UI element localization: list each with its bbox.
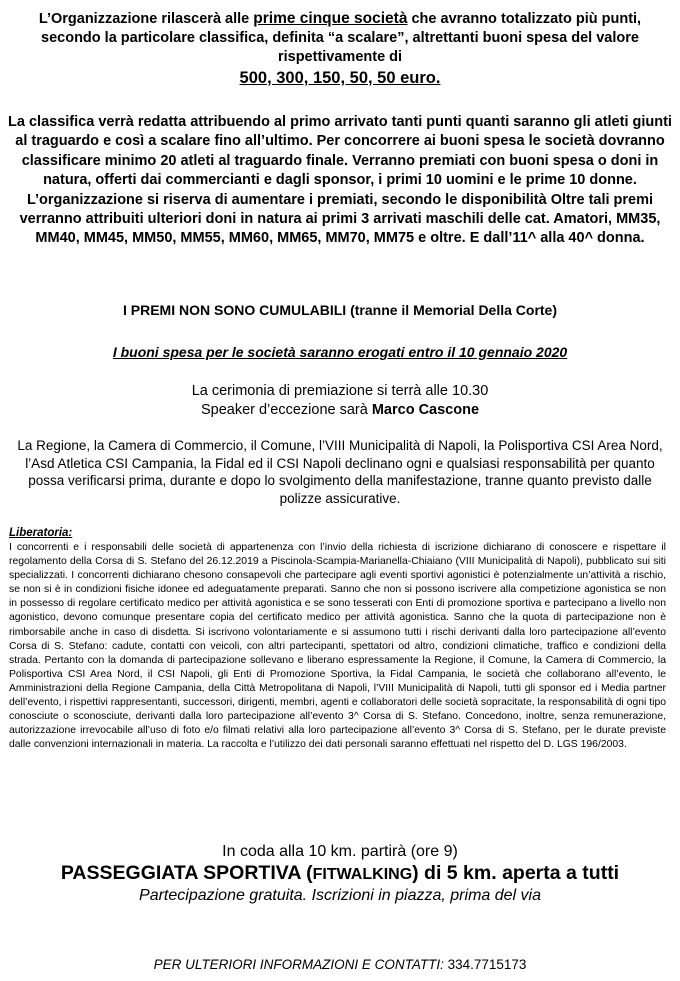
prizes-detail-text: che avranno totalizzato più punti, secondo la particolare classifica, definita “a scalare”, altrettanti buoni spesa del valore rispettivamente di <box>41 11 642 65</box>
walk-title-part1: PASSEGGIATA SPORTIVA ( <box>60 862 313 884</box>
disclaimer-paragraph: La Regione, la Camera di Commercio, il Comune, l’VIII Municipalità di Napoli, la Polisportiva CSI Area Nord, l’Asd Atletica CSI Campania, la Fidal ed il CSI Napoli declinano ogni e qualsiasi responsabilità per quanto possa verificarsi prima, durante e dopo lo svolgimento della manifestazione, tranne quanto previsto dalle polizze assicurative. <box>17 438 663 507</box>
contacts-line <box>10 957 670 972</box>
ranking-text-c: con buoni spesa o doni in natura, offerti dai commercianti e dagli sponsor, i <box>43 152 659 189</box>
extra-prizes-text: L’organizzazione si riserva di aumentare i premiati, secondo le disponibilità Oltre tali premi verranno attribuiti ulteriori doni in natura ai primi 3 arrivati maschili delle cat. Amatori, MM35, MM40, MM45, MM50, MM55, MM60, MM65, MM70, MM75 e oltre. E dall’11^ alla 40^ donna. <box>19 191 661 247</box>
contacts-label: PER ULTERIORI INFORMAZIONI E CONTATTI: <box>153 957 444 972</box>
liberatoria-title: Liberatoria: <box>9 527 73 539</box>
ceremony-time-text: La cerimonia di premiazione si terrà alle 10.30 <box>191 383 489 399</box>
prize-amounts: 500, 300, 150, 50, 50 euro. <box>239 69 441 87</box>
top-ten-text: primi 10 uomini e le prime 10 donne <box>386 172 633 189</box>
ranking-paragraph <box>8 113 672 249</box>
minimum-athletes-text: minimo 20 atleti <box>104 152 215 169</box>
walk-participation-line: Partecipazione gratuita. Iscrizioni in piazza, prima del via <box>139 887 541 904</box>
prizes-societies-paragraph <box>10 9 670 89</box>
liberatoria-body: I concorrenti e i responsabili delle società di appartenenza con l’invio della richiesta di iscrizione dichiarano di conoscere e rispettare il regolamento della Corsa di S. Stefano del 26.12.2019 a Piscinola-Scampia-Marianella-Chiaiano (VIII Municipalità di Napoli), pubblicato sui siti specializzati. I concorrenti dichiarano chesono consapevoli che partecipare agli eventi sportivi agonistici è potenzialmente un’attività a rischio, se non si è in condizioni fisiche idonee ed adeguatamente preparati. Sanno che non si possono iscrivere alla competizione agonistica se non in possesso di regolare certificato medico per attività agonistica e se sono tesserati con Enti di promozione sportiva e partecipano a livello non agonistico, devono comunque presentare copia del certificato medico per attività agonistica. Sanno che la quota di partecipazione non è rimborsabile anche in caso di disdetta. Si iscrivono volontariamente e si assumono tutti i rischi derivanti dalla loro partecipazione all’evento Corsa di S. Stefano: cadute, contatti con veicoli, con altri partecipanti, spettatori od altro, condizioni climatiche, traffico e condizioni della strada. Pertanto con la domanda di partecipazione sollevano e liberano espressamente la Regione, il Comune, la Camera di Commercio, la Polisportiva CSI Area Nord, il CSI Napoli, gli Enti di Promozione Sportiva, la Fidal Campania, le società che collaborano all’evento, le Amministrazioni della Regione Campania, della Città Metropolitana di Napoli, l’VIII Municipalità di Napoli, tutti gli sponsor ed i Media partner dell’evento, i rispettivi rappresentanti, successori, dirigenti, membri, agenti e collaboratori delle società sopracitate, la responsabilità di ogni tipo conosciute o sconosciute, derivanti dalla loro partecipazione all’evento 3^ Corsa di S. Stefano. Concedono, inoltre, senza remunerazione, autorizzazione irrevocabile all’uso di foto e/o filmati relativi alla loro partecipazione all’evento 3^ Corsa di S. Stefano, per le durate previste dalle convenzioni internazionali in materia. La raccolta e l’utilizzo dei dati personali saranno effettuati nel rispetto del D. LGS 196/2003. <box>9 542 666 751</box>
vouchers-deadline-notice: I buoni spesa per le società saranno erogati entro il 10 gennaio 2020 <box>112 344 568 360</box>
walk-start-line: In coda alla 10 km. partirà (ore 9) <box>222 843 458 860</box>
premiati-text: premiati <box>419 152 476 169</box>
walk-title-part2: ) di 5 km. aperta a tutti <box>412 862 620 884</box>
speaker-intro-text: Speaker d’eccezione sarà <box>200 402 372 418</box>
speaker-name: Marco Cascone <box>371 402 480 418</box>
ceremony-paragraph <box>10 382 670 420</box>
fitwalking-text: FITWALKING <box>312 866 413 883</box>
ranking-text-a: La classifica verrà redatta attribuendo al primo arrivato tanti punti quanti saranno gli atleti giunti al traguardo e così a scalare fino all’ultimo. Per concorrere ai buoni spesa le società dovranno classificare <box>8 114 672 169</box>
walk-title <box>10 862 670 885</box>
prime-cinque-societa-text: prime cinque società <box>253 10 408 27</box>
non-cumulative-notice: I PREMI NON SONO CUMULABILI (tranne il Memorial Della Corte) <box>122 302 558 318</box>
ranking-text-d: . <box>632 172 637 189</box>
prizes-intro-text: L’Organizzazione rilascerà alle <box>38 11 254 27</box>
contacts-phone: 334.7715173 <box>443 957 527 972</box>
ranking-text-b: al traguardo finale. Verranno <box>214 152 419 169</box>
